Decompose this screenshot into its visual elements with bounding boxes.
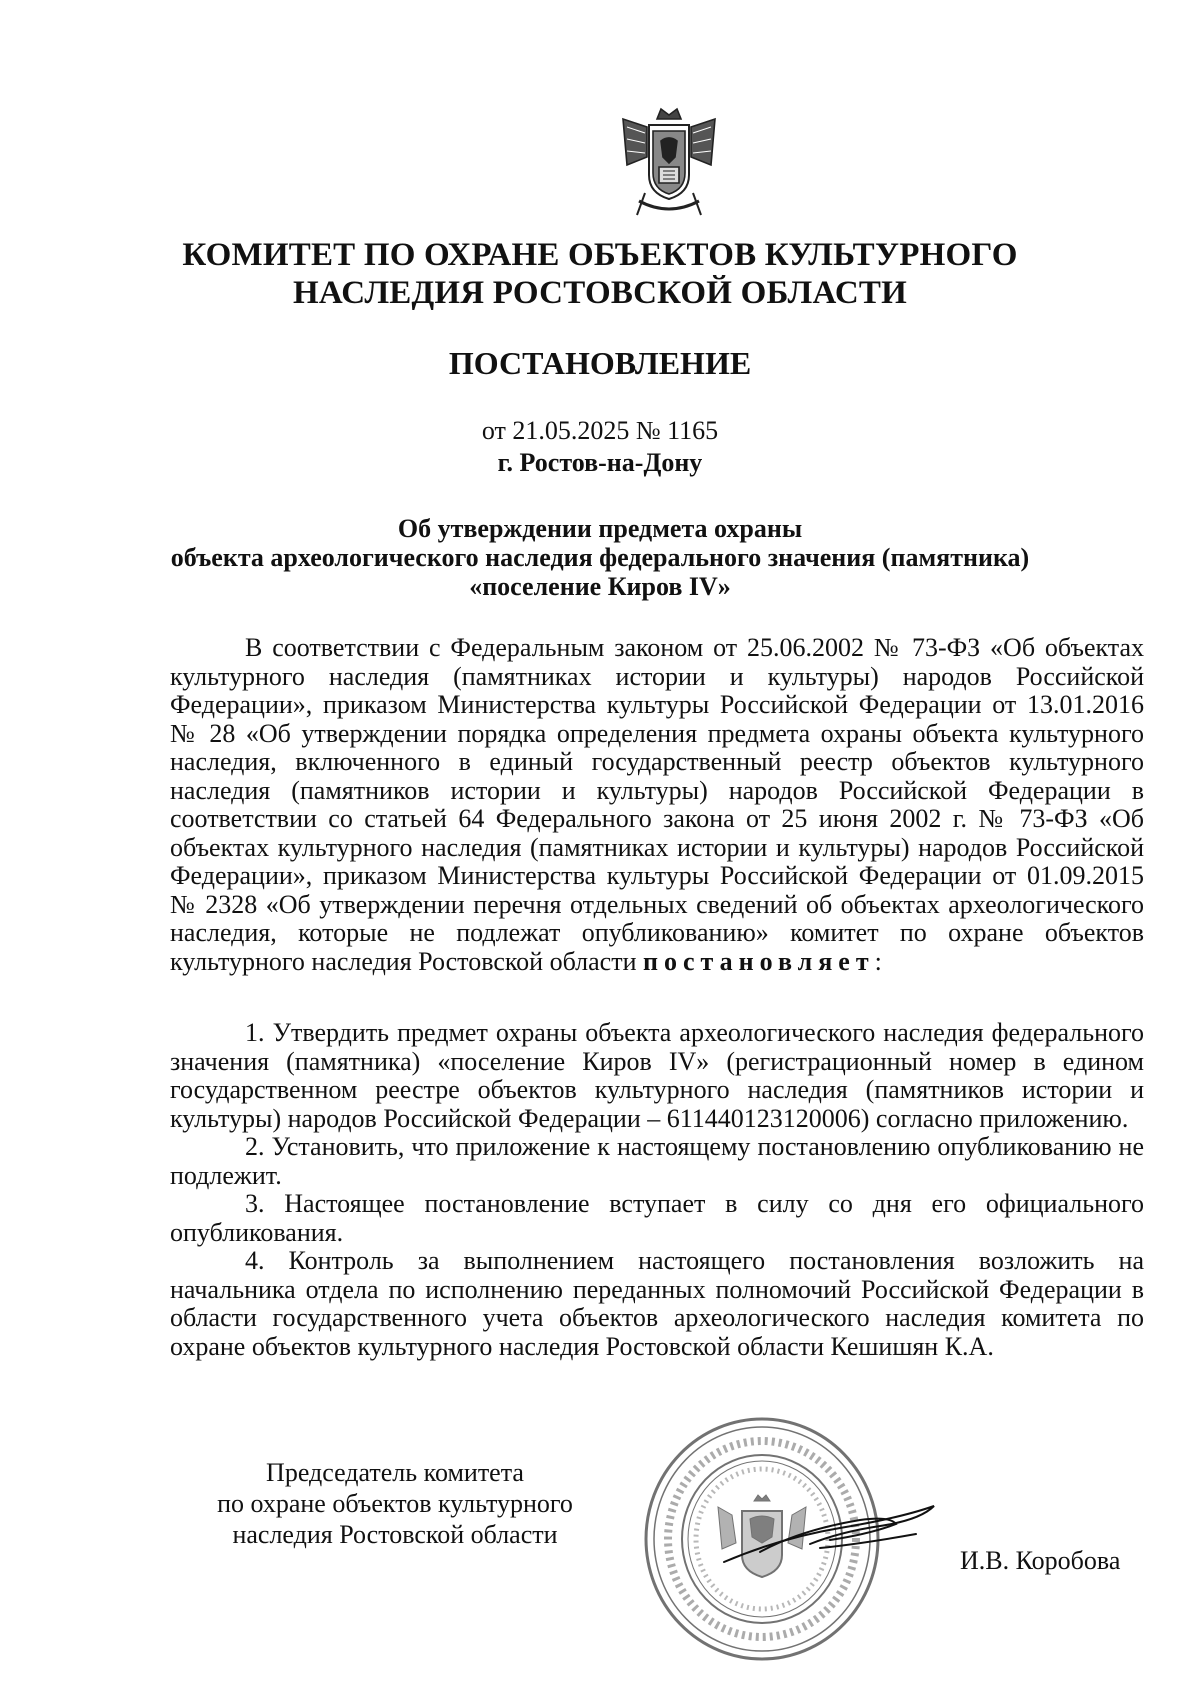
resolution-item-1: 1. Утвердить предмет охраны объекта археологического наследия федерального значения (памятника) «поселение Киров IV» (регистрационный номер в едином государственном реестре объектов культурного наследия (памятников истории и культуры) народов Российской Федерации – 611440123120006) согласно приложению. bbox=[170, 1018, 1144, 1133]
signer-position-line-2: по охране объектов культурного bbox=[217, 1489, 573, 1518]
decree-word: постановляет bbox=[643, 946, 875, 976]
document-type-heading: ПОСТАНОВЛЕНИЕ bbox=[448, 345, 752, 381]
preamble-text: В соответствии с Федеральным законом от 25.06.2002 № 73-ФЗ «Об объектах культурного наследия (памятниках истории и культуры) народов Российской Федерации», приказом Министерства культуры Российской Федерации от 13.01.2016 № 28 «Об утверждении порядка определения предмета охраны объекта культурного наследия, включенного в единый государственный реестр объектов культурного наследия (памятников истории и культуры) народов Российской Федерации в соответствии со статьей 64 Федерального закона от 25 июня 2002 г. № 73-ФЗ «Об объектах культурного наследия (памятниках истории и культуры) народов Российской Федерации», приказом Министерства культуры Российской Федерации от 01.09.2015 № 2328 «Об утверждении перечня отдельных сведений об объектах археологического наследия, которые не подлежат опубликованию» комитет по охране объектов культурного наследия Ростовской области bbox=[170, 633, 1144, 976]
organization-title-line-2: НАСЛЕДИЯ РОСТОВСКОЙ ОБЛАСТИ bbox=[293, 275, 907, 311]
document-city: г. Ростов-на-Дону bbox=[497, 448, 703, 477]
subject-line-3: «поселение Киров IV» bbox=[469, 572, 731, 601]
resolution-item-2: 2. Установить, что приложение к настоящему постановлению опубликованию не подлежит. bbox=[170, 1132, 1144, 1190]
signer-position-line-1: Председатель комитета bbox=[266, 1458, 524, 1487]
organization-title bbox=[100, 236, 1100, 312]
coat-of-arms-icon bbox=[617, 105, 721, 221]
resolution-item-3: 3. Настоящее постановление вступает в силу со дня его официального опубликования. bbox=[170, 1189, 1144, 1247]
handwritten-signature-icon bbox=[720, 1490, 940, 1580]
signer-position bbox=[180, 1457, 610, 1550]
preamble-paragraph bbox=[170, 634, 1144, 976]
document-subject bbox=[140, 514, 1060, 601]
subject-line-1: Об утверждении предмета охраны bbox=[397, 514, 803, 543]
organization-title-line-1: КОМИТЕТ ПО ОХРАНЕ ОБЪЕКТОВ КУЛЬТУРНОГО bbox=[182, 237, 1018, 273]
signer-name: И.В. Коробова bbox=[960, 1546, 1121, 1575]
decree-colon: : bbox=[874, 946, 882, 976]
signer-position-line-3: наследия Ростовской области bbox=[232, 1520, 558, 1549]
resolution-items bbox=[170, 1019, 1144, 1361]
document-date-number: от 21.05.2025 № 1165 bbox=[481, 416, 719, 445]
subject-line-2: объекта археологического наследия федерального значения (памятника) bbox=[170, 543, 1030, 572]
resolution-item-4: 4. Контроль за выполнением настоящего постановления возложить на начальника отдела по исполнению переданных полномочий Российской Федерации в области государственного учета объектов археологического наследия комитета по охране объектов культурного наследия Ростовской области Кешишян К.А. bbox=[170, 1246, 1144, 1361]
